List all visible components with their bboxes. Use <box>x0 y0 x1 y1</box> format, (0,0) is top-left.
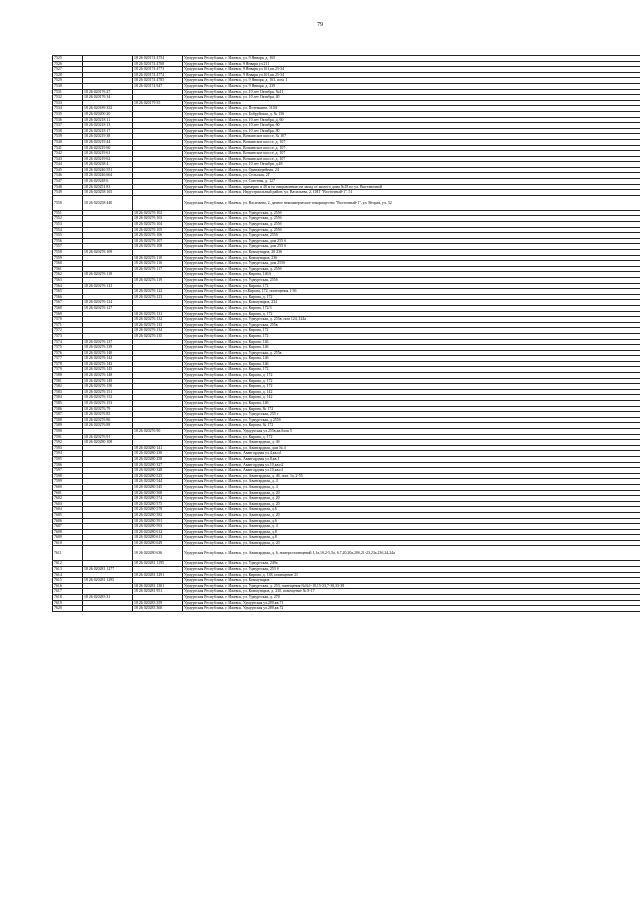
object-number-cell: 18 26 020280 141 <box>133 445 183 451</box>
row-number-cell: 7560 <box>53 261 83 267</box>
cadastral-number-cell: 18 26 020219 61 <box>83 151 133 157</box>
address-cell: Удмуртская Республика, г. Ижевск, ул. Удмуртская, д. 255б <box>183 216 640 222</box>
cadastral-number-cell: 18 26 020276 149 <box>83 378 133 384</box>
address-cell: Удмуртская Республика, г. Ижевск, ул. 10 лет Октября, д.48 <box>183 162 640 168</box>
address-cell: Удмуртская Республика, г. Ижевск, ул. Удмуртская, дом 255б <box>183 261 640 267</box>
row-number-cell: 7547 <box>53 179 83 185</box>
address-cell: Удмуртская Республика, г. Ижевск, ул. Кирова, д. 142 <box>183 389 640 395</box>
address-cell: Удмуртская Республика, г. Ижевск, ул. Авангардная, д.6 <box>183 507 640 513</box>
cadastral-number-cell: 18 26 020276 85 <box>83 412 133 418</box>
address-cell: Удмуртская Республика, г. Ижевск, ул.Кирова, 172, помещения 1-36 <box>183 289 640 295</box>
object-number-cell: 18 26 020179 55 <box>133 100 183 106</box>
object-number-cell: 18 26 020280 327 <box>133 462 183 468</box>
cadastral-number-cell: 18 26 020276 153 <box>83 401 133 407</box>
row-number-cell: 7601 <box>53 490 83 496</box>
row-number-cell: 7526 <box>53 61 83 67</box>
cadastral-number-cell: 18 26 020176 27 <box>83 89 133 95</box>
address-cell: Удмуртская Республика, г. Ижевск, ул. Авангардная, д. 4 <box>183 484 640 490</box>
object-number-cell: 18 26 020280 230 <box>133 451 183 457</box>
address-cell: Удмуртская Республика, г. Ижевск, Удмуртская ул.280,кв.71 <box>183 600 640 606</box>
object-number-cell: 18 26 020280 629 <box>133 540 183 546</box>
address-cell: Удмуртская Республика, г. Ижевск, ул. 10 лет Октября, д. 60 <box>183 117 640 123</box>
object-number-cell: 18 26 020281 951 <box>133 589 183 595</box>
address-cell: Удмуртская Республика, г. Ижевск, ул. Удмуртская, д. 255в, пом 124, 124а <box>183 317 640 323</box>
address-cell: Удмуртская Республика, г. Ижевск, ул. Кирова, № 172 <box>183 406 640 412</box>
object-number-cell: 18 26 020276 103 <box>133 216 183 222</box>
object-number-cell: 18 26 020276 110 <box>133 255 183 261</box>
address-cell: Удмуртская Республика, г. Ижевск, ул. Васильева, 2, дачное некоммерческое товарищество "Восточный-1", ул. Вторая, уч. 32 <box>183 195 640 210</box>
address-cell: Удмуртская Республика, г. Ижевск, ул. Авангардная, д. 4б <box>183 440 640 446</box>
cadastral-number-cell: 18 26 020283 31 <box>83 595 133 601</box>
row-number-cell: 7538 <box>53 128 83 134</box>
row-number-cell: 7617 <box>53 589 83 595</box>
row-number-cell: 7589 <box>53 423 83 429</box>
object-number-cell: 18 26 020174 4754 <box>133 56 183 62</box>
address-cell: Удмуртская Республика, г. Ижевск, ул. 9 Января, д. 163, пом. 1 <box>183 78 640 84</box>
address-cell: Удмуртская Республика, г. Ижевск, ул. Кирова, № 172 <box>183 423 640 429</box>
object-number-cell: 18 26 020283 359 <box>133 600 183 606</box>
row-number-cell: 7592 <box>53 440 83 446</box>
row-number-cell: 7536 <box>53 117 83 123</box>
cadastral-number-cell: 18 26 020276 142 <box>83 356 133 362</box>
cadastral-number-cell: 18 26 020189 352 <box>83 106 133 112</box>
address-cell: Удмуртская Республика, г. Ижевск, ул. Кирова, д. 172 <box>183 434 640 440</box>
address-cell: Удмуртская Республика, г. Ижевск, ул. Кирова, 172 <box>183 333 640 339</box>
row-number-cell: 7596 <box>53 462 83 468</box>
address-cell: Удмуртская Республика, г. Ижевск, ул. Авангардная, д.8 <box>183 535 640 541</box>
address-cell: Удмуртская Республика, г. Ижевск, Авангардная ул.8,кв.1 <box>183 456 640 462</box>
cadastral-number-cell: 18 26 020219 38 <box>83 134 133 140</box>
object-number-cell: 18 26 020276 119 <box>133 277 183 283</box>
object-number-cell: 18 26 020276 104 <box>133 222 183 228</box>
row-number-cell: 7556 <box>53 238 83 244</box>
row-number-cell: 7567 <box>53 300 83 306</box>
row-number-cell: 7608 <box>53 529 83 535</box>
address-cell: Удмуртская Республика, г. Ижевск, ул. 10 лет Октября, 60 <box>183 123 640 129</box>
object-number-cell: 18 26 020174 4773 <box>133 67 183 73</box>
object-number-cell: 18 26 020281 1301 <box>133 583 183 589</box>
row-number-cell: 7610 <box>53 540 83 546</box>
row-number-cell: 7609 <box>53 535 83 541</box>
object-number-cell: 18 26 020174 4785 <box>133 78 183 84</box>
address-cell: Удмуртская Республика, г. Ижевск, ул. Удмуртская, 255 г <box>183 412 640 418</box>
object-number-cell: 18 26 020280 328 <box>133 468 183 474</box>
address-cell: Удмуртская Республика, г. Ижевск <box>183 100 640 106</box>
address-cell: Удмуртская Республика, г. Ижевск, ул. Кирова, д. 172 <box>183 373 640 379</box>
row-number-cell: 7600 <box>53 484 83 490</box>
cadastral-number-cell: 18 26 020276 143 <box>83 361 133 367</box>
address-cell: Удмуртская Республика, г. Ижевск, Авангардная ул.10,кв.п2 <box>183 462 640 468</box>
cadastral-number-cell: 18 26 020218 17 <box>83 128 133 134</box>
row-number-cell: 7551 <box>53 210 83 216</box>
row-number-cell: 7527 <box>53 67 83 73</box>
object-number-cell: 18 26 020276 106 <box>133 233 183 239</box>
row-number-cell: 7537 <box>53 123 83 129</box>
row-number-cell: 7570 <box>53 317 83 323</box>
row-number-cell: 7584 <box>53 395 83 401</box>
row-number-cell: 7593 <box>53 445 83 451</box>
cadastral-number-cell: 18 26 020281 1295 <box>83 578 133 584</box>
address-cell: Удмуртская Республика, г. Ижевск, ул. Авангардная, д. 4 <box>183 479 640 485</box>
object-number-cell: 18 26 020280 582 <box>133 512 183 518</box>
row-number-cell: 7573 <box>53 333 83 339</box>
cadastral-number-cell: 18 26 020276 109 <box>83 250 133 256</box>
row-number-cell: 7529 <box>53 78 83 84</box>
row-number-cell: 7572 <box>53 328 83 334</box>
object-number-cell: 18 26 020280 613 <box>133 535 183 541</box>
address-cell: Удмуртская Республика, г. Ижевск, Индустриальный район, ул. Васильева, 2, СНТ "Восточный-1", 51 <box>183 190 640 196</box>
row-number-cell: 7532 <box>53 95 83 101</box>
row-number-cell: 7588 <box>53 417 83 423</box>
object-number-cell: 18 26 020174 4768 <box>133 61 183 67</box>
cadastral-number-cell: 18 26 020218 11 <box>83 117 133 123</box>
address-cell: Удмуртская Республика, г. Ижевск, ул. Кирова, 172/3 <box>183 305 640 311</box>
cadastral-number-cell: 18 26 020276 88 <box>83 423 133 429</box>
address-cell: Удмуртская Республика, г. Ижевск, ул. Кирова, 172 <box>183 283 640 289</box>
object-number-cell: 18 26 020276 90 <box>133 429 183 435</box>
row-number-cell: 7562 <box>53 272 83 278</box>
address-cell: Удмуртская Республика, г. Ижевск, ул. Удмуртская, дом 255 б <box>183 244 640 250</box>
object-number-cell: 18 26 020276 117 <box>133 266 183 272</box>
cadastral-number-cell: 18 26 020251 83 <box>83 184 133 190</box>
address-cell: Удмуртская Республика, г. Ижевск, ул. Кирова, д. 142 <box>183 395 640 401</box>
address-cell: Удмуртская Республика, г. Ижевск, ул. Сельская, 2Г <box>183 173 640 179</box>
address-cell: Удмуртская Республика, г. Ижевск, ул. Кирова, д. 172 <box>183 311 640 317</box>
address-cell: Удмуртская Республика, г. Ижевск, ул. Коммунаров, д. 230, помещение № 8-17 <box>183 589 640 595</box>
row-number-cell: 7597 <box>53 468 83 474</box>
address-cell: Удмуртская Республика, г. Ижевск, ул. Авангардная, д. 20 <box>183 512 640 518</box>
row-number-cell: 7549 <box>53 190 83 196</box>
object-number-cell: 18 26 020280 591 <box>133 518 183 524</box>
cadastral-number-cell: 18 26 020281 1277 <box>83 567 133 573</box>
row-number-cell: 7568 <box>53 305 83 311</box>
row-number-cell: 7544 <box>53 162 83 168</box>
address-cell: Удмуртская Республика, г. Ижевск, Воткинское шоссе, д. 107 <box>183 156 640 162</box>
address-cell: Удмуртская Республика, г. Ижевск, ул. Кирова, д. 172 <box>183 294 640 300</box>
address-cell: Удмуртская Республика, г. Ижевск, ул. Кирова, 146А <box>183 272 640 278</box>
cadastral-number-cell: 18 26 020258 165 <box>83 190 133 196</box>
row-number-cell: 7553 <box>53 222 83 228</box>
row-number-cell: 7539 <box>53 134 83 140</box>
address-cell: Удмуртская Республика, г. Ижевск, Воткинское шоссе, д. 107 <box>183 139 640 145</box>
row-number-cell: 7571 <box>53 322 83 328</box>
address-cell: Удмуртская Республика, г. Ижевск, 9 Января ул.161,кв.25-34 <box>183 67 640 73</box>
row-number-cell: 7561 <box>53 266 83 272</box>
row-number-cell: 7611 <box>53 546 83 561</box>
address-cell: Удмуртская Республика, г. Ижевск, Удмуртская ул.280,кв.72 <box>183 606 640 612</box>
address-cell: Удмуртская Республика, г. Ижевск, ул. Кирова, 146 <box>183 401 640 407</box>
row-number-cell: 7602 <box>53 496 83 502</box>
address-cell: Удмуртская Республика, г. Ижевск, ул. Удмуртская, д. 255б <box>183 266 640 272</box>
address-cell: Удмуртская Республика, г. Ижевск, ул. 9 Января, д. 165 <box>183 56 640 62</box>
row-number-cell: 7620 <box>53 606 83 612</box>
row-number-cell: 7615 <box>53 578 83 584</box>
row-number-cell: 7582 <box>53 384 83 390</box>
address-cell: Удмуртская Республика, г. Ижевск, ул. Авангардная, д. 20 <box>183 496 640 502</box>
address-cell: Удмуртская Республика, г. Ижевск, Воткинское шоссе, д. 107 <box>183 145 640 151</box>
address-cell: Удмуртская Республика, г. Ижевск, ул. Кирова, 172 <box>183 367 640 373</box>
registry-table <box>52 55 640 612</box>
object-number-cell: 18 26 020276 108 <box>133 244 183 250</box>
address-cell: Удмуртская Республика, г. Ижевск, Авангардная ул.10,кв.п1 <box>183 468 640 474</box>
address-cell: Удмуртская Республика, г. Ижевск, ул. Авангардная, д.6 <box>183 518 640 524</box>
row-number-cell: 7550 <box>53 195 83 210</box>
cadastral-number-cell: 18 26 020248 6 <box>83 179 133 185</box>
row-number-cell: 7578 <box>53 361 83 367</box>
row-number-cell: 7619 <box>53 600 83 606</box>
cadastral-number-cell: 18 26 020219 62 <box>83 156 133 162</box>
row-number-cell: 7564 <box>53 283 83 289</box>
cadastral-number-cell: 18 26 020276 148 <box>83 373 133 379</box>
cadastral-number-cell: 18 26 020280 108 <box>83 440 133 446</box>
row-number-cell: 7566 <box>53 294 83 300</box>
cadastral-number-cell: 18 26 020176 34 <box>83 95 133 101</box>
object-number-cell: 18 26 020276 122 <box>133 289 183 295</box>
row-number-cell: 7581 <box>53 378 83 384</box>
row-number-cell: 7605 <box>53 512 83 518</box>
cadastral-number-cell: 18 26 020246 551 <box>83 167 133 173</box>
address-cell: Удмуртская Республика, г. Ижевск, Воткинское шоссе, д. 107 <box>183 151 640 157</box>
table-row <box>53 195 640 210</box>
address-cell: Удмуртская Республика, г. Ижевск, ул. Удмуртская, 255б <box>183 277 640 283</box>
row-number-cell: 7534 <box>53 106 83 112</box>
object-number-cell <box>133 195 183 210</box>
cadastral-number-cell: 18 26 020276 139 <box>83 345 133 351</box>
cadastral-number-cell <box>83 546 133 561</box>
address-cell: Удмуртская Республика, г. Ижевск, ул. Удмуртская, д. 270 <box>183 595 640 601</box>
object-number-cell: 18 26 020276 134 <box>133 328 183 334</box>
row-number-cell: 7614 <box>53 572 83 578</box>
cadastral-number-cell: 18 26 020219 44 <box>83 139 133 145</box>
object-number-cell: 18 26 020276 102 <box>133 210 183 216</box>
row-number-cell: 7554 <box>53 227 83 233</box>
address-cell: Удмуртская Республика, г. Ижевск, ул. Коммунаров, 234 <box>183 300 640 306</box>
row-number-cell: 7535 <box>53 111 83 117</box>
address-cell: Удмуртская Республика, г. Ижевск, ул. Союзная, д. 127 <box>183 179 640 185</box>
cadastral-number-cell: 18 26 020219 60 <box>83 145 133 151</box>
row-number-cell: 7577 <box>53 356 83 362</box>
object-number-cell: 18 26 020276 131 <box>133 311 183 317</box>
address-cell: Удмуртская Республика, г. Ижевск, ул. Кирова, д. 138, помещение 21 <box>183 572 640 578</box>
row-number-cell: 7563 <box>53 277 83 283</box>
address-cell: Удмуртская Республика, г. Ижевск, ул. Удмуртская, дом 255 б <box>183 238 640 244</box>
object-number-cell: 18 26 020276 133 <box>133 322 183 328</box>
cadastral-number-cell: 18 26 020200 20 <box>83 111 133 117</box>
address-cell: Удмуртская Республика, г. Ижевск, ул. Удмуртская, 249а <box>183 561 640 567</box>
cadastral-number-cell <box>83 606 133 612</box>
object-number-cell: 18 26 020280 575 <box>133 501 183 507</box>
cadastral-number-cell: 18 26 020246 664 <box>83 173 133 179</box>
row-number-cell: 7540 <box>53 139 83 145</box>
address-cell: Удмуртская Республика, г. Ижевск, ул. Авангардная, дом № 4 <box>183 445 640 451</box>
row-number-cell: 7585 <box>53 401 83 407</box>
address-cell: Удмуртская Республика, г. Ижевск, Воткинское шоссе, № 107 <box>183 134 640 140</box>
address-cell: Удмуртская Республика, г. Ижевск, примерно в 40 м по направлению на запад от жилого дома №18 по ул. Выставочной <box>183 184 640 190</box>
address-cell: Удмуртская Республика, г. Ижевск, 9 Января ул.161,кв.25-34 <box>183 72 640 78</box>
object-number-cell: 18 26 020280 593 <box>133 524 183 530</box>
address-cell: Удмуртская Республика, г. Ижевск, ул. Кирова, 146 <box>183 345 640 351</box>
address-cell: Удмуртская Республика, г. Ижевск, Удмуртская ул.255в,кв.блок 5 <box>183 429 640 435</box>
row-number-cell: 7613 <box>53 567 83 573</box>
row-number-cell: 7546 <box>53 173 83 179</box>
object-number-cell: 18 26 020174 4774 <box>133 72 183 78</box>
row-number-cell: 7557 <box>53 244 83 250</box>
row-number-cell: 7616 <box>53 583 83 589</box>
address-cell: Удмуртская Республика, г. Ижевск, ул. Удмуртская, д. 255б <box>183 222 640 228</box>
table-row <box>53 546 640 561</box>
cadastral-number-cell: 18 26 020276 150 <box>83 384 133 390</box>
cadastral-number-cell: 18 26 020276 124 <box>83 300 133 306</box>
row-number-cell: 7586 <box>53 406 83 412</box>
row-number-cell: 7559 <box>53 255 83 261</box>
cadastral-number-cell: 18 26 020276 145 <box>83 367 133 373</box>
address-cell: Удмуртская Республика, г. Ижевск, ул. Коммунаров, 20 236 <box>183 250 640 256</box>
object-number-cell: 18 26 020276 116 <box>133 261 183 267</box>
object-number-cell: 18 26 020280 636 <box>133 546 183 561</box>
address-cell: Удмуртская Республика, г. Ижевск, ул. Потемкина, 110А <box>183 106 640 112</box>
address-cell: Удмуртская Республика, г. Ижевск, ул. Авангардная, д. 6, номера помещений 1,1а,1б,2-5,5а, 6,7,20,20а,20б,21-23,23а,23б,24,24а <box>183 546 640 561</box>
row-number-cell: 7575 <box>53 345 83 351</box>
address-cell: Удмуртская Республика, г. Ижевск, ул. Удмуртская, д. 255в <box>183 350 640 356</box>
row-number-cell: 7599 <box>53 479 83 485</box>
row-number-cell: 7545 <box>53 167 83 173</box>
row-number-cell: 7612 <box>53 561 83 567</box>
object-number-cell: 18 26 020280 568 <box>133 490 183 496</box>
address-cell: Удмуртская Республика, г. Ижевск, ул. Удмуртская, д. 255б <box>183 227 640 233</box>
cadastral-number-cell: 18 26 020276 137 <box>83 339 133 345</box>
object-number-cell: 18 26 020280 544 <box>133 479 183 485</box>
registry-table-body <box>53 56 640 612</box>
row-number-cell: 7603 <box>53 501 83 507</box>
object-number-cell: 18 26 020280 574 <box>133 496 183 502</box>
object-number-cell: 18 26 020281 1195 <box>133 561 183 567</box>
row-number-cell: 7543 <box>53 156 83 162</box>
row-number-cell: 7598 <box>53 473 83 479</box>
object-number-cell: 18 26 020280 545 <box>133 484 183 490</box>
row-number-cell: 7569 <box>53 311 83 317</box>
object-number-cell: 18 26 020280 612 <box>133 529 183 535</box>
address-cell: Удмуртская Республика, г. Ижевск, ул. Кирова, д. 172 <box>183 384 640 390</box>
address-cell: Удмуртская Республика, г. Ижевск, ул. Оранжерейная, 24 <box>183 167 640 173</box>
row-number-cell: 7530 <box>53 83 83 89</box>
row-number-cell: 7528 <box>53 72 83 78</box>
object-number-cell: 18 26 020280 578 <box>133 507 183 513</box>
row-number-cell: 7590 <box>53 429 83 435</box>
row-number-cell: 7552 <box>53 216 83 222</box>
row-number-cell: 7525 <box>53 56 83 62</box>
cadastral-number-cell: 18 26 020276 127 <box>83 305 133 311</box>
address-cell: Удмуртская Республика, г. Ижевск, ул. Коммунаров, 236 <box>183 255 640 261</box>
cadastral-number-cell: 18 26 020276 151 <box>83 389 133 395</box>
address-cell: Удмуртская Республика, г. Ижевск, ул. Удмуртская, 255б <box>183 233 640 239</box>
cadastral-number-cell: 18 26 020276 118 <box>83 272 133 278</box>
address-cell: Удмуртская Республика, г. Ижевск, ул. Удмуртская, д. 255б <box>183 210 640 216</box>
address-cell: Удмуртская Республика, г. Ижевск, ул. Коммунаров <box>183 578 640 584</box>
row-number-cell: 7594 <box>53 451 83 457</box>
object-number-cell: 18 26 020276 107 <box>133 238 183 244</box>
address-cell: Удмуртская Республика, г. Ижевск, ул. Кирова, 146 <box>183 356 640 362</box>
address-cell: Удмуртская Республика, г. Ижевск, ул. Удмуртская, 255в <box>183 322 640 328</box>
cadastral-number-cell: 18 26 020276 152 <box>83 395 133 401</box>
object-number-cell: 18 26 020276 123 <box>133 294 183 300</box>
address-cell: Удмуртская Республика, г. Ижевск, ул. Удмуртская, 253 б <box>183 567 640 573</box>
cadastral-number-cell: 18 26 020238 4 <box>83 162 133 168</box>
object-number-cell: 18 26 020174 947 <box>133 83 183 89</box>
cadastral-number-cell: 18 26 020276 140 <box>83 350 133 356</box>
row-number-cell: 7618 <box>53 595 83 601</box>
row-number-cell: 7583 <box>53 389 83 395</box>
address-cell: Удмуртская Республика, г. Ижевск, ул. Кирова, 172 <box>183 328 640 334</box>
row-number-cell: 7531 <box>53 89 83 95</box>
row-number-cell: 7604 <box>53 507 83 513</box>
cadastral-number-cell: 18 26 020276 79 <box>83 406 133 412</box>
object-number-cell: 18 26 020283 360 <box>133 606 183 612</box>
row-number-cell: 7558 <box>53 250 83 256</box>
row-number-cell: 7565 <box>53 289 83 295</box>
row-number-cell: 7533 <box>53 100 83 106</box>
address-cell: Удмуртская Республика, г. Ижевск, ул. Авангардная, д. 4б, пом. 1а, 2-55 <box>183 473 640 479</box>
object-number-cell: 18 26 020276 105 <box>133 227 183 233</box>
row-number-cell: 7541 <box>53 145 83 151</box>
row-number-cell: 7555 <box>53 233 83 239</box>
address-cell: Удмуртская Республика, г. Ижевск, ул. Авангардная, д. 20 <box>183 540 640 546</box>
object-number-cell: 18 26 020280 258 <box>133 456 183 462</box>
row-number-cell: 7548 <box>53 184 83 190</box>
address-cell: Удмуртская Республика, г. Ижевск, ул. Авангардная, д.8 <box>183 529 640 535</box>
row-number-cell: 7587 <box>53 412 83 418</box>
row-number-cell: 7606 <box>53 518 83 524</box>
address-cell: Удмуртская Республика, г. Ижевск, ул. Авангардная, д. 4 <box>183 524 640 530</box>
row-number-cell: 7591 <box>53 434 83 440</box>
row-number-cell: 7579 <box>53 367 83 373</box>
object-number-cell: 18 26 020276 135 <box>133 333 183 339</box>
object-number-cell: 18 26 020280 525 <box>133 473 183 479</box>
object-number-cell: 18 26 020281 1291 <box>133 572 183 578</box>
address-cell: Удмуртская Республика, г. Ижевск, ул. Удмуртская, д 255б <box>183 417 640 423</box>
object-number-cell: 18 26 020276 132 <box>133 317 183 323</box>
address-cell: Удмуртская Республика, г. Ижевск, ул. 10 лет Октября, 80 <box>183 128 640 134</box>
row-number-cell: 7595 <box>53 456 83 462</box>
table-row <box>53 606 640 612</box>
address-cell: Удмуртская Республика, г. Ижевск, ул. Бобруйская, д. № 156 <box>183 111 640 117</box>
cadastral-number-cell: 18 26 020276 91 <box>83 434 133 440</box>
cadastral-number-cell: 18 26 020276 121 <box>83 283 133 289</box>
address-cell: Удмуртская Республика, г. Ижевск, Авангардная ул.4,кв.п1 <box>183 451 640 457</box>
address-cell: Удмуртская Республика, г. Ижевск, ул. 10 лет Октября, 40 <box>183 95 640 101</box>
address-cell: Удмуртская Республика, г. Ижевск, ул. Авангардная, д. 20 <box>183 501 640 507</box>
cadastral-number-cell: 18 26 020276 86 <box>83 417 133 423</box>
address-cell: Удмуртская Республика, г. Ижевск, ул. Авангардная, д. 20 <box>183 490 640 496</box>
address-cell: Удмуртская Республика, г. Ижевск, 9 Января ул.211 <box>183 61 640 67</box>
address-cell: Удмуртская Республика, г. Ижевск, ул. Кирова, д. 172 <box>183 378 640 384</box>
row-number-cell: 7607 <box>53 524 83 530</box>
cadastral-number-cell: 18 26 020258 440 <box>83 195 133 210</box>
row-number-cell: 7576 <box>53 350 83 356</box>
row-number-cell: 7574 <box>53 339 83 345</box>
cadastral-number-cell: 18 26 020218 13 <box>83 123 133 129</box>
address-cell: Удмуртская Республика, г. Ижевск, ул. 9 Января, д. 239 <box>183 83 640 89</box>
page-number: 79 <box>317 22 323 28</box>
address-cell: Удмуртская Республика, г. Ижевск, ул. Кирова, 146 <box>183 339 640 345</box>
address-cell: Удмуртская Республика, г. Ижевск, ул. Кирова, 146 <box>183 361 640 367</box>
row-number-cell: 7542 <box>53 151 83 157</box>
row-number-cell: 7580 <box>53 373 83 379</box>
address-cell: Удмуртская Республика, г. Ижевск, ул. Удмуртская, д. 253, помещения №№1-10,15-23,7-30,33-38 <box>183 583 640 589</box>
address-cell: Удмуртская Республика, г. Ижевск, ул. 10 лет Октября, №41 <box>183 89 640 95</box>
